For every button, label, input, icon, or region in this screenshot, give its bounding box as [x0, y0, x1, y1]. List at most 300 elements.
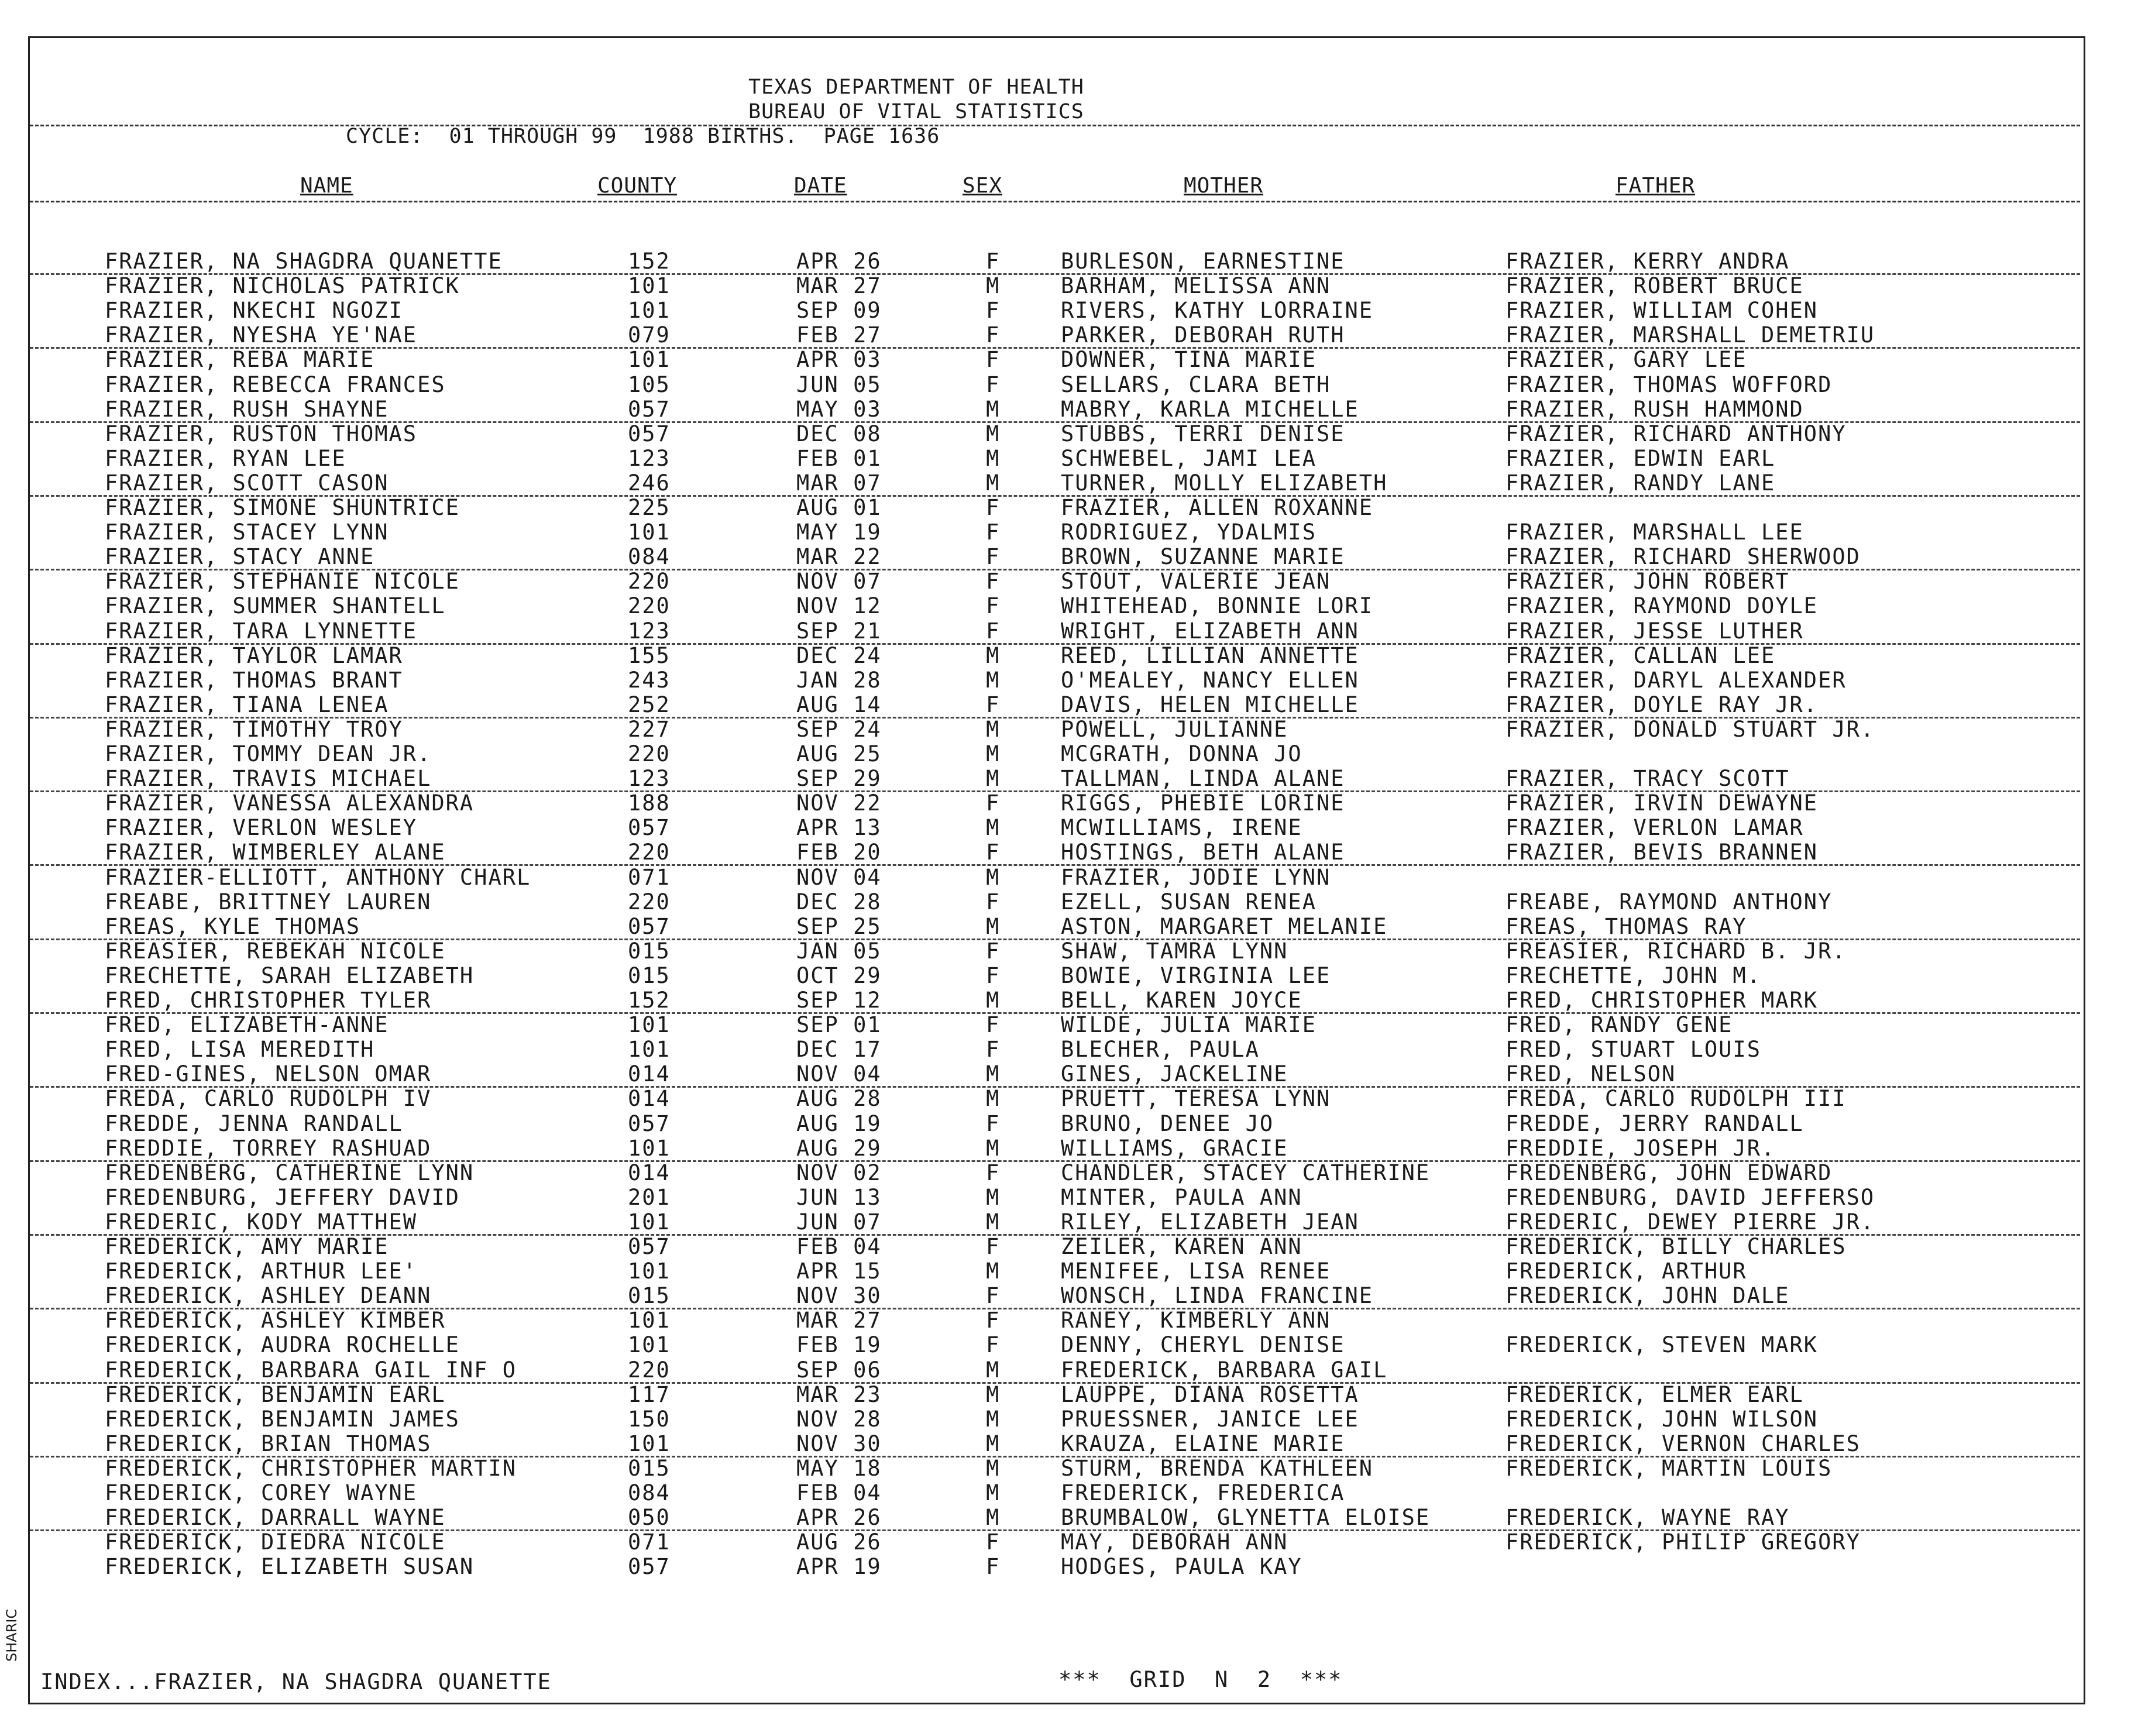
cell-date: NOV 04 — [796, 865, 882, 890]
table-row — [30, 692, 2080, 719]
cell-father: FREDDIE, JOSEPH JR. — [1505, 1136, 1776, 1161]
cell-date: MAR 27 — [796, 273, 882, 298]
cell-mother: PRUETT, TERESA LYNN — [1061, 1086, 1331, 1111]
cell-name: FREDERICK, DIEDRA NICOLE — [105, 1529, 446, 1555]
cell-father: FRAZIER, RAYMOND DOYLE — [1505, 593, 1819, 618]
cell-mother: FREDERICK, FREDERICA — [1061, 1480, 1345, 1505]
cell-county: 014 — [628, 1061, 671, 1087]
cell-sex: M — [986, 865, 1001, 890]
cell-name: FRAZIER, NYESHA YE'NAE — [105, 322, 418, 348]
cell-county: 123 — [628, 618, 671, 644]
cell-date: SEP 29 — [796, 766, 882, 791]
cell-date: DEC 17 — [796, 1037, 882, 1062]
cell-date: APR 03 — [796, 347, 882, 372]
cell-mother: FRAZIER, JODIE LYNN — [1061, 865, 1331, 890]
cell-date: APR 15 — [796, 1259, 882, 1284]
cell-county: 220 — [628, 593, 671, 618]
cell-date: DEC 28 — [796, 889, 882, 915]
cell-date: MAY 03 — [796, 397, 882, 422]
table-row — [30, 717, 2080, 741]
cell-date: MAY 18 — [796, 1456, 882, 1481]
cell-mother: FREDERICK, BARBARA GAIL — [1061, 1357, 1388, 1383]
cell-name: FREDERICK, DARRALL WAYNE — [105, 1505, 446, 1530]
cell-sex: F — [986, 1160, 1001, 1185]
cell-name: FRAZIER, THOMAS BRANT — [105, 668, 403, 693]
cell-mother: ASTON, MARGARET MELANIE — [1061, 914, 1388, 939]
cell-date: AUG 28 — [796, 1086, 882, 1111]
cell-date: APR 13 — [796, 815, 882, 840]
cell-name: FRED, CHRISTOPHER TYLER — [105, 988, 432, 1013]
cell-father: FRED, CHRISTOPHER MARK — [1505, 988, 1819, 1013]
table-row — [30, 914, 2080, 940]
column-father: FATHER — [1615, 174, 1696, 198]
cell-mother: FRAZIER, ALLEN ROXANNE — [1061, 495, 1374, 520]
cell-date: APR 19 — [796, 1554, 882, 1579]
cell-county: 243 — [628, 668, 671, 693]
cell-mother: MCGRATH, DONNA JO — [1061, 741, 1302, 766]
cell-county: 101 — [628, 1332, 671, 1357]
table-row — [30, 322, 2080, 349]
cell-county: 155 — [628, 643, 671, 668]
cell-name: FREDENBURG, JEFFERY DAVID — [105, 1185, 460, 1210]
cell-mother: LAUPPE, DIANA ROSETTA — [1061, 1382, 1359, 1407]
cell-date: AUG 01 — [796, 495, 882, 520]
cell-date: SEP 12 — [796, 988, 882, 1013]
table-row — [30, 1357, 2080, 1384]
table-row — [30, 1185, 2080, 1209]
cell-mother: TURNER, MOLLY ELIZABETH — [1061, 470, 1388, 496]
table-row — [30, 1505, 2080, 1531]
cell-sex: F — [986, 495, 1001, 520]
cell-mother: REED, LILLIAN ANNETTE — [1061, 643, 1359, 668]
cell-father: FRED, NELSON — [1505, 1061, 1676, 1087]
cell-father: FRAZIER, RICHARD ANTHONY — [1505, 421, 1847, 446]
cell-sex: M — [986, 766, 1001, 791]
cell-county: 220 — [628, 889, 671, 915]
cell-county: 014 — [628, 1086, 671, 1111]
cell-sex: M — [986, 988, 1001, 1013]
cell-sex: M — [986, 1136, 1001, 1161]
cell-county: 101 — [628, 1136, 671, 1161]
cell-date: DEC 08 — [796, 421, 882, 446]
cell-date: SEP 21 — [796, 618, 882, 644]
cell-date: FEB 20 — [796, 840, 882, 865]
table-row — [30, 1382, 2080, 1407]
cell-sex: M — [986, 1061, 1001, 1087]
cell-father: FREDERICK, JOHN WILSON — [1505, 1407, 1819, 1432]
cell-county: 057 — [628, 397, 671, 422]
cell-name: FREDERICK, BARBARA GAIL INF O — [105, 1357, 517, 1383]
cell-date: AUG 19 — [796, 1111, 882, 1136]
table-row — [30, 593, 2080, 618]
cell-mother: SCHWEBEL, JAMI LEA — [1061, 446, 1317, 471]
cell-name: FRED, ELIZABETH-ANNE — [105, 1012, 389, 1037]
cell-sex: M — [986, 643, 1001, 668]
cycle-line: CYCLE: 01 THROUGH 99 1988 BIRTHS. PAGE 1636 — [346, 125, 940, 148]
bureau-title: BUREAU OF VITAL STATISTICS — [748, 100, 1084, 123]
table-row — [30, 815, 2080, 840]
cell-name: FREDENBERG, CATHERINE LYNN — [105, 1160, 475, 1185]
table-row — [30, 643, 2080, 668]
cell-sex: M — [986, 668, 1001, 693]
cell-date: FEB 01 — [796, 446, 882, 471]
cell-county: 188 — [628, 790, 671, 816]
table-row — [30, 668, 2080, 692]
cell-name: FRAZIER, SUMMER SHANTELL — [105, 593, 446, 618]
table-row — [30, 1332, 2080, 1357]
cell-date: NOV 07 — [796, 569, 882, 594]
cell-date: SEP 24 — [796, 717, 882, 742]
cell-father: FRAZIER, MARSHALL DEMETRIU — [1505, 322, 1875, 348]
cell-date: AUG 25 — [796, 741, 882, 766]
cell-date: DEC 24 — [796, 643, 882, 668]
column-name: NAME — [300, 174, 353, 198]
cell-father: FRAZIER, BEVIS BRANNEN — [1505, 840, 1819, 865]
cell-name: FREABE, BRITTNEY LAUREN — [105, 889, 432, 915]
cell-father: FREDERICK, BILLY CHARLES — [1505, 1234, 1847, 1259]
cell-mother: HODGES, PAULA KAY — [1061, 1554, 1302, 1579]
cell-county: 057 — [628, 815, 671, 840]
cell-date: OCT 29 — [796, 963, 882, 988]
cell-father: FRAZIER, EDWIN EARL — [1505, 446, 1776, 471]
table-row — [30, 1283, 2080, 1309]
cell-name: FRAZIER, REBECCA FRANCES — [105, 372, 446, 397]
cell-county: 015 — [628, 1456, 671, 1481]
cell-mother: PRUESSNER, JANICE LEE — [1061, 1407, 1359, 1432]
cell-county: 101 — [628, 1431, 671, 1456]
cell-name: FREDDIE, TORREY RASHUAD — [105, 1136, 432, 1161]
cell-sex: M — [986, 1259, 1001, 1284]
cell-county: 246 — [628, 470, 671, 496]
cell-mother: WRIGHT, ELIZABETH ANN — [1061, 618, 1359, 644]
cell-father: FREASIER, RICHARD B. JR. — [1505, 939, 1847, 964]
cell-sex: F — [986, 889, 1001, 915]
cell-father: FRED, STUART LOUIS — [1505, 1037, 1761, 1062]
cell-name: FRAZIER-ELLIOTT, ANTHONY CHARL — [105, 865, 531, 890]
record-page — [28, 36, 2085, 1704]
cell-name: FRAZIER, VERLON WESLEY — [105, 815, 418, 840]
table-row — [30, 963, 2080, 988]
cell-father: FRED, RANDY GENE — [1505, 1012, 1733, 1037]
cell-date: FEB 27 — [796, 322, 882, 348]
table-row — [30, 1061, 2080, 1088]
table-row — [30, 1160, 2080, 1185]
cell-father: FREDERICK, STEVEN MARK — [1505, 1332, 1819, 1357]
column-mother: MOTHER — [1184, 174, 1264, 198]
cell-sex: M — [986, 470, 1001, 496]
cell-mother: BELL, KAREN JOYCE — [1061, 988, 1302, 1013]
cell-county: 101 — [628, 520, 671, 545]
cell-sex: F — [986, 939, 1001, 964]
cell-father: FRAZIER, TRACY SCOTT — [1505, 766, 1790, 791]
cell-mother: POWELL, JULIANNE — [1061, 717, 1288, 742]
column-county: COUNTY — [597, 174, 678, 198]
cell-name: FREDERICK, BRIAN THOMAS — [105, 1431, 432, 1456]
cell-father: FRAZIER, GARY LEE — [1505, 347, 1747, 372]
cell-father: FRAZIER, THOMAS WOFFORD — [1505, 372, 1833, 397]
cell-father: FREABE, RAYMOND ANTHONY — [1505, 889, 1833, 915]
cell-name: FREDERICK, ARTHUR LEE' — [105, 1259, 418, 1284]
cell-sex: M — [986, 421, 1001, 446]
cell-county: 071 — [628, 1529, 671, 1555]
cell-county: 152 — [628, 249, 671, 274]
cell-mother: WILLIAMS, GRACIE — [1061, 1136, 1288, 1161]
cell-sex: F — [986, 1234, 1001, 1259]
table-row — [30, 1136, 2080, 1162]
cell-mother: PARKER, DEBORAH RUTH — [1061, 322, 1345, 348]
cell-name: FRAZIER, TAYLOR LAMAR — [105, 643, 403, 668]
cell-mother: ZEILER, KAREN ANN — [1061, 1234, 1302, 1259]
cell-county: 057 — [628, 1554, 671, 1579]
cell-date: NOV 04 — [796, 1061, 882, 1087]
cell-sex: F — [986, 520, 1001, 545]
cell-name: FREDERICK, AMY MARIE — [105, 1234, 389, 1259]
cell-name: FRAZIER, NA SHAGDRA QUANETTE — [105, 249, 503, 274]
cell-date: AUG 14 — [796, 692, 882, 717]
cell-name: FREDERIC, KODY MATTHEW — [105, 1209, 418, 1235]
cell-county: 015 — [628, 939, 671, 964]
cell-date: FEB 04 — [796, 1480, 882, 1505]
cell-date: APR 26 — [796, 249, 882, 274]
table-row — [30, 372, 2080, 397]
cell-mother: RILEY, ELIZABETH JEAN — [1061, 1209, 1359, 1235]
table-row — [30, 347, 2080, 372]
cell-name: FRAZIER, TIMOTHY TROY — [105, 717, 403, 742]
cell-father: FREDERICK, VERNON CHARLES — [1505, 1431, 1861, 1456]
cell-county: 071 — [628, 865, 671, 890]
cell-mother: DENNY, CHERYL DENISE — [1061, 1332, 1345, 1357]
table-row — [30, 618, 2080, 645]
cell-mother: STUBBS, TERRI DENISE — [1061, 421, 1345, 446]
cell-county: 015 — [628, 1283, 671, 1308]
cell-name: FREDERICK, BENJAMIN EARL — [105, 1382, 446, 1407]
table-row — [30, 1259, 2080, 1283]
cell-county: 220 — [628, 1357, 671, 1383]
table-row — [30, 421, 2080, 446]
cell-father: FRAZIER, JESSE LUTHER — [1505, 618, 1804, 644]
cell-name: FRAZIER, STACY ANNE — [105, 544, 375, 569]
table-row — [30, 273, 2080, 298]
grid-label: *** GRID N 2 *** — [1058, 1667, 1343, 1692]
cell-mother: BROWN, SUZANNE MARIE — [1061, 544, 1345, 569]
cell-county: 252 — [628, 692, 671, 717]
cell-date: JUN 07 — [796, 1209, 882, 1235]
table-row — [30, 298, 2080, 322]
cell-mother: BARHAM, MELISSA ANN — [1061, 273, 1331, 298]
cell-sex: M — [986, 446, 1001, 471]
table-row — [30, 495, 2080, 520]
table-row — [30, 1456, 2080, 1480]
cell-mother: MABRY, KARLA MICHELLE — [1061, 397, 1359, 422]
cell-date: JAN 28 — [796, 668, 882, 693]
table-row — [30, 1234, 2080, 1259]
cell-sex: F — [986, 963, 1001, 988]
table-row — [30, 741, 2080, 766]
cell-sex: F — [986, 840, 1001, 865]
cell-date: FEB 04 — [796, 1234, 882, 1259]
cell-father: FREDA, CARLO RUDOLPH III — [1505, 1086, 1847, 1111]
cell-father: FRAZIER, DARYL ALEXANDER — [1505, 668, 1847, 693]
side-label: SHARIC — [4, 1608, 20, 1662]
cell-county: 220 — [628, 840, 671, 865]
cell-mother: HOSTINGS, BETH ALANE — [1061, 840, 1345, 865]
cell-county: 084 — [628, 1480, 671, 1505]
cell-county: 101 — [628, 1209, 671, 1235]
table-row — [30, 840, 2080, 866]
cell-father: FRAZIER, WILLIAM COHEN — [1505, 298, 1819, 323]
cell-name: FREDA, CARLO RUDOLPH IV — [105, 1086, 432, 1111]
cell-date: SEP 06 — [796, 1357, 882, 1383]
cell-name: FRAZIER, TOMMY DEAN JR. — [105, 741, 432, 766]
cell-county: 117 — [628, 1382, 671, 1407]
cell-name: FREDDE, JENNA RANDALL — [105, 1111, 403, 1136]
cell-sex: F — [986, 298, 1001, 323]
cell-sex: F — [986, 347, 1001, 372]
cell-sex: F — [986, 692, 1001, 717]
cell-county: 015 — [628, 963, 671, 988]
cell-sex: F — [986, 322, 1001, 348]
table-row — [30, 865, 2080, 889]
cell-county: 014 — [628, 1160, 671, 1185]
column-date: DATE — [794, 174, 847, 198]
cell-county: 079 — [628, 322, 671, 348]
cell-county: 101 — [628, 1037, 671, 1062]
cell-county: 101 — [628, 347, 671, 372]
cell-father: FRAZIER, IRVIN DEWAYNE — [1505, 790, 1819, 816]
cell-date: NOV 28 — [796, 1407, 882, 1432]
cell-name: FRAZIER, STACEY LYNN — [105, 520, 389, 545]
cell-name: FRAZIER, RUSH SHAYNE — [105, 397, 389, 422]
cell-name: FRED-GINES, NELSON OMAR — [105, 1061, 432, 1087]
table-row — [30, 520, 2080, 544]
cell-mother: MINTER, PAULA ANN — [1061, 1185, 1302, 1210]
table-row — [30, 397, 2080, 423]
cell-name: FRAZIER, RYAN LEE — [105, 446, 346, 471]
cell-sex: F — [986, 790, 1001, 816]
cell-father: FREDENBURG, DAVID JEFFERSO — [1505, 1185, 1875, 1210]
cell-name: FRAZIER, TRAVIS MICHAEL — [105, 766, 432, 791]
table-row — [30, 766, 2080, 792]
cell-county: 101 — [628, 1308, 671, 1333]
cell-sex: F — [986, 1012, 1001, 1037]
cell-date: NOV 30 — [796, 1283, 882, 1308]
cell-sex: F — [986, 1529, 1001, 1555]
cell-father: FRAZIER, CALLAN LEE — [1505, 643, 1776, 668]
table-row — [30, 1111, 2080, 1136]
cell-date: MAR 22 — [796, 544, 882, 569]
cell-mother: O'MEALEY, NANCY ELLEN — [1061, 668, 1359, 693]
cell-sex: F — [986, 1308, 1001, 1333]
cell-sex: M — [986, 397, 1001, 422]
cell-mother: GINES, JACKELINE — [1061, 1061, 1288, 1087]
cell-mother: BLECHER, PAULA — [1061, 1037, 1260, 1062]
table-row — [30, 1407, 2080, 1431]
cell-mother: MAY, DEBORAH ANN — [1061, 1529, 1288, 1555]
cell-county: 220 — [628, 741, 671, 766]
cell-date: APR 26 — [796, 1505, 882, 1530]
cell-sex: M — [986, 741, 1001, 766]
cell-date: MAR 07 — [796, 470, 882, 496]
cell-county: 152 — [628, 988, 671, 1013]
table-row — [30, 470, 2080, 497]
cell-mother: RIVERS, KATHY LORRAINE — [1061, 298, 1374, 323]
table-row — [30, 1431, 2080, 1457]
cell-father: FRAZIER, DOYLE RAY JR. — [1505, 692, 1819, 717]
cell-father: FRAZIER, JOHN ROBERT — [1505, 569, 1790, 594]
cell-county: 084 — [628, 544, 671, 569]
cell-mother: BOWIE, VIRGINIA LEE — [1061, 963, 1331, 988]
table-row — [30, 790, 2080, 815]
table-row — [30, 544, 2080, 570]
cell-father: FREDERICK, ARTHUR — [1505, 1259, 1747, 1284]
cell-name: FREDERICK, CHRISTOPHER MARTIN — [105, 1456, 517, 1481]
cell-name: FRAZIER, NKECHI NGOZI — [105, 298, 403, 323]
table-row — [30, 939, 2080, 963]
cell-date: JAN 05 — [796, 939, 882, 964]
cell-date: SEP 25 — [796, 914, 882, 939]
cell-county: 057 — [628, 914, 671, 939]
cell-name: FRAZIER, TIANA LENEA — [105, 692, 389, 717]
cell-county: 057 — [628, 1234, 671, 1259]
cell-mother: KRAUZA, ELAINE MARIE — [1061, 1431, 1345, 1456]
table-row — [30, 1086, 2080, 1111]
cell-county: 057 — [628, 421, 671, 446]
cell-county: 150 — [628, 1407, 671, 1432]
table-row — [30, 446, 2080, 470]
cell-sex: F — [986, 569, 1001, 594]
cell-father: FRAZIER, VERLON LAMAR — [1505, 815, 1804, 840]
cell-mother: BRUNO, DENEE JO — [1061, 1111, 1274, 1136]
cell-county: 105 — [628, 372, 671, 397]
cell-father: FREDERICK, JOHN DALE — [1505, 1283, 1790, 1308]
cell-county: 101 — [628, 298, 671, 323]
cell-mother: MENIFEE, LISA RENEE — [1061, 1259, 1331, 1284]
cell-name: FRED, LISA MEREDITH — [105, 1037, 375, 1062]
cell-mother: STURM, BRENDA KATHLEEN — [1061, 1456, 1374, 1481]
cell-father: FREDERIC, DEWEY PIERRE JR. — [1505, 1209, 1875, 1235]
cell-father: FREDDE, JERRY RANDALL — [1505, 1111, 1804, 1136]
table-row — [30, 1480, 2080, 1505]
table-row — [30, 1209, 2080, 1236]
cell-sex: M — [986, 1480, 1001, 1505]
cell-father: FREDERICK, PHILIP GREGORY — [1505, 1529, 1861, 1555]
cell-mother: RODRIGUEZ, YDALMIS — [1061, 520, 1317, 545]
cell-sex: M — [986, 1431, 1001, 1456]
cell-mother: TALLMAN, LINDA ALANE — [1061, 766, 1345, 791]
cell-name: FREDERICK, AUDRA ROCHELLE — [105, 1332, 460, 1357]
cell-county: 101 — [628, 273, 671, 298]
cell-name: FREDERICK, ASHLEY KIMBER — [105, 1308, 446, 1333]
cell-county: 225 — [628, 495, 671, 520]
table-row — [30, 988, 2080, 1014]
cell-date: MAY 19 — [796, 520, 882, 545]
cell-name: FREDERICK, ASHLEY DEANN — [105, 1283, 432, 1308]
cell-mother: WONSCH, LINDA FRANCINE — [1061, 1283, 1374, 1308]
cell-father: FREDENBERG, JOHN EDWARD — [1505, 1160, 1833, 1185]
table-row — [30, 569, 2080, 593]
cell-father: FREAS, THOMAS RAY — [1505, 914, 1747, 939]
cell-name: FRAZIER, WIMBERLEY ALANE — [105, 840, 446, 865]
table-row — [30, 1012, 2080, 1037]
cell-date: NOV 02 — [796, 1160, 882, 1185]
cell-county: 201 — [628, 1185, 671, 1210]
cell-father: FREDERICK, MARTIN LOUIS — [1505, 1456, 1833, 1481]
cell-date: NOV 30 — [796, 1431, 882, 1456]
cell-name: FRAZIER, STEPHANIE NICOLE — [105, 569, 460, 594]
cell-sex: F — [986, 1332, 1001, 1357]
cell-sex: M — [986, 1456, 1001, 1481]
cell-mother: BRUMBALOW, GLYNETTA ELOISE — [1061, 1505, 1431, 1530]
